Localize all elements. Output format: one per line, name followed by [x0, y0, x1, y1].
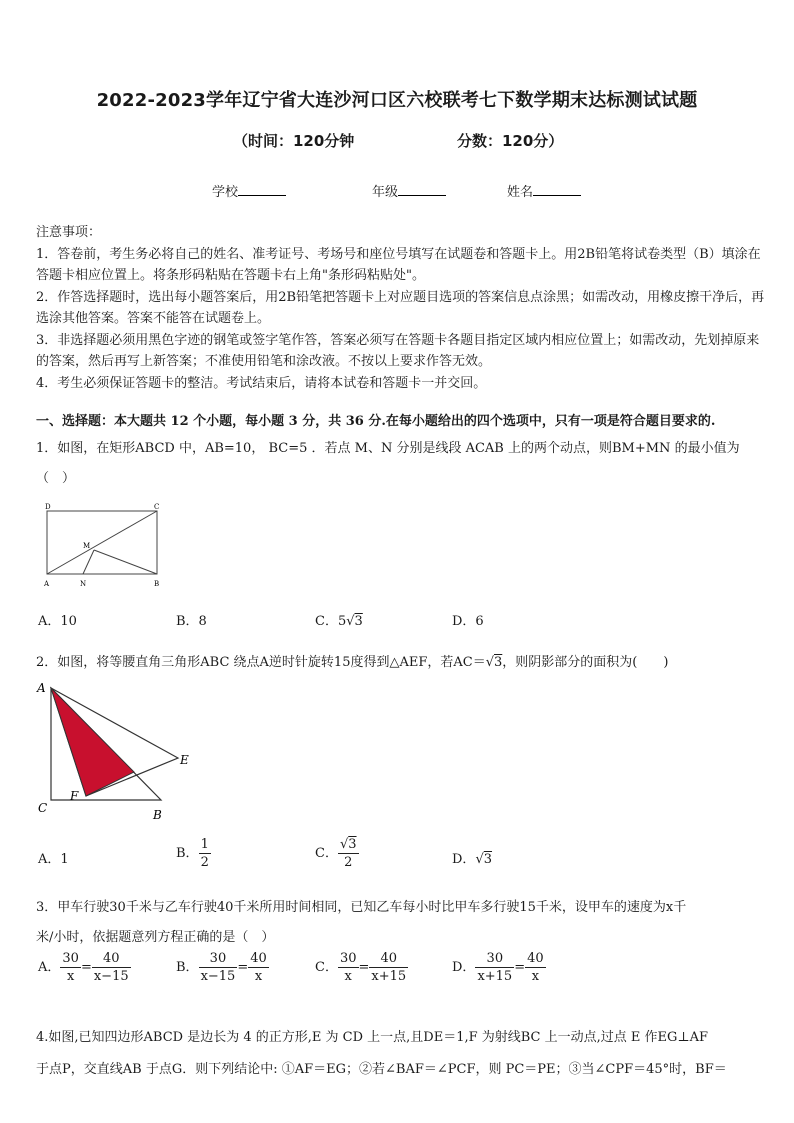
q1-label-b: B	[154, 580, 160, 588]
q3-option-d[interactable]	[452, 950, 546, 985]
q2-option-c-label: C．	[315, 846, 338, 861]
grade-blank[interactable]	[398, 183, 446, 196]
q3-b-rn: 40	[250, 951, 267, 966]
segment-mn	[83, 550, 94, 574]
page-title: 2022-2023学年辽宁省大连沙河口区六校联考七下数学期末达标测试试题	[96, 90, 698, 111]
q3-option-b[interactable]	[176, 950, 269, 985]
q3-a-ld: x	[66, 969, 75, 984]
sqrt-icon: √	[475, 852, 484, 867]
q2-option-a[interactable]: A．1	[38, 852, 69, 867]
q3-option-b-label: B．	[176, 960, 199, 975]
q2-option-b-fraction	[199, 836, 211, 871]
school-label: 学校	[212, 185, 239, 200]
q2-stem-radicand: 3	[494, 655, 503, 670]
sqrt-icon: √	[485, 655, 494, 670]
q3-option-d-label: D．	[452, 960, 476, 975]
q1-stem-line1: 1．如图，在矩形ABCD 中，AB=10， BC=5 ．若点 M、N 分别是线段 ACAB 上的两个动点，则BM+MN 的最小值为	[36, 441, 740, 456]
q3-a-rd: x−15	[93, 969, 129, 984]
q2-option-b-label: B．	[176, 846, 199, 861]
q3-d-ld: x+15	[477, 969, 513, 984]
sqrt-icon: √	[339, 837, 349, 852]
notes-item-1: 1．答卷前，考生务必将自己的姓名、准考证号、考场号和座位号填写在试题卷和答题卡上。用2B铅笔将试卷类型（B）填涂在答题卡相应位置上。将条形码粘贴在答题卡右上角"条形码粘贴处"。	[36, 246, 761, 283]
sqrt-icon: √	[346, 614, 355, 629]
q3-c-ld: x	[344, 969, 352, 984]
q2-option-b-num: 1	[200, 837, 209, 852]
shaded-region	[51, 688, 134, 796]
q2-option-c-num-wrap	[338, 836, 359, 854]
q2-option-c-num: 3	[348, 837, 357, 852]
q3-c-left	[338, 950, 359, 985]
q3-d-left	[475, 950, 514, 985]
q3-b-rd: x	[254, 969, 263, 984]
q3-d-right	[525, 950, 546, 985]
q1-label-m: M	[83, 542, 91, 550]
q1-option-d[interactable]: D．6	[452, 614, 484, 629]
q2-figure	[34, 678, 204, 826]
q3-b-ld: x−15	[200, 969, 236, 984]
notes-item-2: 2．作答选择题时，选出每小题答案后，用2B铅笔把答题卡上对应题目选项的答案信息点涂黑；如需改动，用橡皮擦干净后，再选涂其他答案。答案不能答在试题卷上。	[36, 289, 765, 326]
notes-item-3: 3．非选择题必须用黑色字迹的钢笔或签字笔作答，答案必须写在答题卡各题目指定区域内相应位置上；如需改动，先划掉原来的答案，然后再写上新答案；不准使用铅笔和涂改液。不按以上要求作答无效。	[36, 332, 760, 369]
q2-label-e: E	[180, 753, 189, 767]
q4-stem-line2: 于点P，交直线AB 于点G．则下列结论中: ①AF＝EG；②若∠BAF＝∠PCF，则 PC＝PE；③当∠CPF＝45°时，BF＝	[36, 1062, 727, 1077]
q2-option-d[interactable]	[452, 848, 492, 867]
q1-label-a: A	[44, 580, 50, 588]
q1-label-n: N	[80, 580, 87, 588]
q2-option-b[interactable]	[176, 836, 211, 871]
q3-option-a-label: A．	[38, 960, 61, 975]
q3-d-rn: 40	[527, 951, 544, 966]
q3-b-ln: 30	[199, 950, 238, 968]
q3-option-c-label: C．	[315, 960, 338, 975]
q3-stem-line1: 3．甲车行驶30千米与乙车行驶40千米所用时间相同，已知乙车每小时比甲车多行驶15千米，设甲车的速度为x千	[36, 900, 687, 915]
q3-c-rd: x+15	[371, 969, 407, 984]
q2-stem-post: ，则阴影部分的面积为( )	[502, 655, 669, 670]
school-blank[interactable]	[238, 183, 286, 196]
q1-option-b[interactable]: B．8	[176, 614, 207, 629]
section-heading: 一、选择题：本大题共 12 个小题，每小题 3 分，共 36 分.在每小题给出的四个选项中，只有一项是符合题目要求的.	[36, 414, 716, 429]
grade-field[interactable]	[372, 181, 446, 200]
q1-figure	[38, 500, 168, 592]
notes-block	[36, 222, 766, 394]
time-limit: （时间：120分钟	[233, 132, 355, 150]
notes-heading: 注意事项：	[36, 225, 102, 240]
name-field[interactable]	[507, 181, 581, 200]
q3-c-right	[369, 950, 408, 985]
q3-d-rd: x	[531, 969, 540, 984]
q1-label-c: C	[154, 503, 160, 511]
q2-stem	[36, 651, 668, 670]
q1-stem-line2: （ ）	[36, 471, 76, 486]
name-label: 姓名	[507, 185, 534, 200]
grade-label: 年级	[372, 185, 399, 200]
q1-option-a[interactable]: A．10	[38, 614, 77, 629]
q2-option-c-fraction	[338, 836, 359, 871]
segment-bm	[94, 550, 157, 574]
school-field[interactable]	[212, 181, 286, 200]
q2-option-b-den: 2	[200, 855, 209, 870]
q2-label-c: C	[38, 801, 48, 815]
q3-option-c[interactable]	[315, 950, 408, 985]
q3-a-rn: 40	[92, 950, 131, 968]
equals-sign: =	[514, 960, 526, 975]
q3-b-right	[248, 950, 269, 985]
q3-a-left	[60, 950, 81, 985]
q3-option-a[interactable]	[38, 950, 131, 985]
q1-option-c[interactable]	[315, 610, 363, 629]
q2-stem-pre: 2．如图，将等腰直角三角形ABC 绕点A逆时针旋转15度得到△AEF，若AC＝	[36, 655, 486, 670]
q1-option-c-prefix: C．5	[315, 614, 347, 629]
q2-option-d-label: D．	[452, 852, 476, 867]
q3-c-ln: 30	[339, 951, 357, 966]
q3-a-right	[92, 950, 131, 985]
diagonal-ac	[47, 511, 157, 574]
q3-c-rn: 40	[369, 950, 408, 968]
q2-option-c-den: 2	[344, 855, 353, 870]
q3-stem-line2: 米/小时，依据题意列方程正确的是（ ）	[36, 930, 275, 945]
q2-label-a: A	[37, 681, 46, 695]
notes-item-4: 4．考生必须保证答题卡的整洁。考试结束后，请将本试卷和答题卡一并交回。	[36, 375, 487, 391]
equals-sign: =	[358, 960, 370, 975]
name-blank[interactable]	[533, 183, 581, 196]
q1-label-d: D	[45, 503, 51, 511]
q3-b-left	[199, 950, 238, 985]
q3-a-ln: 30	[62, 951, 79, 966]
q4-stem-line1: 4.如图,已知四边形ABCD 是边长为 4 的正方形,E 为 CD 上一点,且DE＝1,F 为射线BC 上一动点,过点 E 作EG⊥AF	[36, 1030, 709, 1045]
q2-option-c[interactable]	[315, 836, 359, 871]
equals-sign: =	[80, 960, 92, 975]
q2-label-f: F	[70, 789, 79, 803]
score-total: 分数：120分）	[457, 132, 564, 150]
q2-label-b: B	[153, 808, 162, 822]
q3-d-ln: 30	[475, 950, 514, 968]
equals-sign: =	[237, 960, 249, 975]
q2-option-d-radicand: 3	[483, 852, 493, 867]
q1-option-c-radicand: 3	[354, 614, 363, 629]
